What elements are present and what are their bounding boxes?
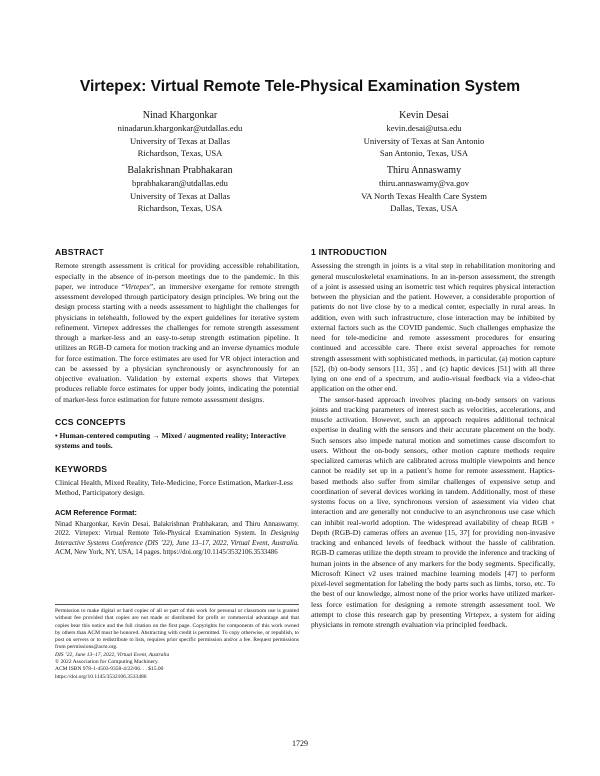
author-block-4 [294,164,554,215]
introduction-paragraph-1: Assessing the strength in joints is a vital step in rehabilitation monitoring and general musculoskeletal examinations. In an in-person assessment, the strength of a joint is assessed using an isometric test which requires physical interaction between the physician and the patient. However, a considerable proportion of patients do not live close by to a medical center, especially in rural areas. In addition, even with such infrastructure, close interaction may be inhibited by external factors such as the COVID pandemic. Such challenges emphasize the need for tele-medicine and remote assessment procedures for ensuring continued and accessible care. There exist several approaches for remote strength assessment with sophisticated methods, in particular, (a) motion capture [52], (b) on-body sensors [11, 35] , and (c) haptic devices [51] with all three lying on one end of a spectrum, and audio-visual feedback via a video-chat application on the other end. [311,261,555,394]
copyright-text: © 2022 Association for Computing Machinery. [55,659,159,666]
author-name: Kevin Desai [399,110,449,121]
permission-text: Permission to make digital or hard copies of all or part of this work for personal or classroom use is granted without fee provided that copies are not made or distributed for profit or commercial advantage and that copies bear this notice and the full citation on the first page. Copyrights for components of this work owned by others than ACM must be honored. Abstracting with credit is permitted. To copy otherwise, or republish, to post on servers or to redistribute to lists, requires prior specific permission and/or a fee. Request permissions from permissions@acm.org. [55,608,299,651]
author-location: Richardson, Texas, USA [137,203,223,214]
abstract-text-part: Remote strength assessment is critical for providing accessible rehabilitation, especially in the absence of in-person meetings due to the pandemic. In this paper, we introduce “ [55,261,299,291]
abstract-heading: ABSTRACT [55,247,104,257]
isbn-text: ACM ISBN 978-1-4503-9358-4/22/06. . . $15.00 [55,666,164,673]
right-column [311,247,555,630]
author-email: ninadarun.khargonkar@utdallas.edu [117,123,243,133]
author-affiliation: University of Texas at San Antonio [363,135,485,146]
author-location: Richardson, Texas, USA [137,148,223,159]
keywords-text: Clinical Health, Mixed Reality, Tele-Medicine, Force Estimation, Marker-Less Method, Participatory design. [55,477,293,497]
author-name: Ninad Khargonkar [142,110,218,121]
acm-reference-text [55,520,299,558]
introduction-paragraph-2 [311,395,555,631]
author-affiliation: VA North Texas Health Care System [361,190,487,201]
author-name: Thiru Annaswamy [386,165,462,176]
author-name: Balakrishnan Prabhakaran [127,165,233,176]
author-block-2 [294,109,554,160]
author-location: Dallas, Texas, USA [390,203,458,214]
page-number: 1729 [292,739,308,748]
author-email: bprabhakaran@utdallas.edu [132,178,228,188]
author-email: kevin.desai@utsa.edu [386,123,462,133]
author-block-1 [50,109,310,160]
author-email: thiru.annaswamy@va.gov [378,178,469,188]
acm-reference-part: ACM, New York, NY, USA, 14 pages. https://doi.org/10.1145/3532106.3533486 [55,549,278,557]
introduction-text-part: The sensor-based approach involves placing on-body sensors on various joints and tracking parameters of interest such as velocities, accelerations, and muscle activation. However, such an approach requires additional technical expertise in dealing with the sensors and their accurate placement on the body. Such sensors also impede natural motion and sometimes cause discomfort to users. Without the on-body sensors, other motion capture methods require specialized cameras which are calibrated across multiple viewpoints and hence cannot be readily set up in a patient’s home for remote assessment. Haptics-based methods also suffer from similar challenges of expensive setup and coordination of several devices working in tandem. Additionally, most of these systems focus on a live, synchronous version of assessment via video chat interaction and are generally not conducive to an asynchronous use case which can inhibit real-world adoption. The widespread availability of cheap RGB + Depth (RGB-D) cameras offers an avenue [15, 37] for providing non-invasive tracking and enhanced levels of feedback without the hassle of calibration. RGB-D cameras utilize the depth stream to provide the inference and tracking of human joints in the absence of any markers for the body segments. Specifically, Microsoft Kinect v2 uses trained machine learning models [47] to perform pixel-level segmentation for labeling the body parts such as limbs, torso, etc. To the best of our knowledge, almost none of the prior works have utilized marker-less force estimation for designing a remote strength assessment tool. We attempt to close this research gap by presenting [311,394,555,619]
ccs-heading: CCS CONCEPTS [55,416,126,427]
ccs-text: • Human-centered computing → Mixed / augmented reality; Interactive systems and tools. [55,431,286,451]
left-column [55,247,299,558]
abstract-system-name: Virtepex [124,281,150,291]
introduction-system-name: Virtepex [464,609,490,619]
author-affiliation: University of Texas at Dallas [130,135,230,146]
introduction-heading: 1 INTRODUCTION [311,247,387,257]
paper-title: Virtepex: Virtual Remote Tele-Physical Examination System [79,78,521,95]
doi-text: https://doi.org/10.1145/3532106.3533486 [55,673,147,680]
keywords-heading: KEYWORDS [55,463,108,474]
venue-text: DIS ’22, June 13–17, 2022, Virtual Event, Australia [55,651,170,658]
introduction-text-part: , a system for aiding physicians in remote strength evaluation via principled feedback. [311,609,555,629]
permission-footnote [55,604,299,681]
abstract-text [55,261,299,405]
footnote-rule [55,604,299,605]
acm-reference-venue: Designing Interactive Systems Conference (DIS ’22), June 13–17, 2022, Virtual Event, Australia. [55,530,299,547]
abstract-text-part: ”, an immersive exergame for remote strength assessment developed through participatory design principles. We bring out the design process starting with a needs assessment to highlight the challenges for physicians in telehealth, followed by the expert guidelines for iterative system refinement. Virtepex addresses the challenges for remote strength assessment through a marker-less and an easy-to-setup strength estimation pipeline. It utilizes an RGB-D camera for motion tracking and an inverse dynamics module for force estimation. The force estimates are used for VR object interaction and can be assessed by a physician synchronously or asynchronously for an objective evaluation. Validation by external experts shows that Virtepex produces reliable force estimates for upper body joints, indicating the potential of marker-less force estimation for future remote assessment designs. [55,281,300,404]
acm-reference-part: Ninad Khargonkar, Kevin Desai, Balakrishnan Prabhakaran, and Thiru Annaswamy. 2022. Virtepex: Virtual Remote Tele-Physical Examination System. In [55,520,299,538]
author-location: San Antonio, Texas, USA [379,148,469,159]
acm-reference-heading: ACM Reference Format: [55,508,137,518]
author-block-3 [50,164,310,215]
author-affiliation: University of Texas at Dallas [130,190,230,201]
